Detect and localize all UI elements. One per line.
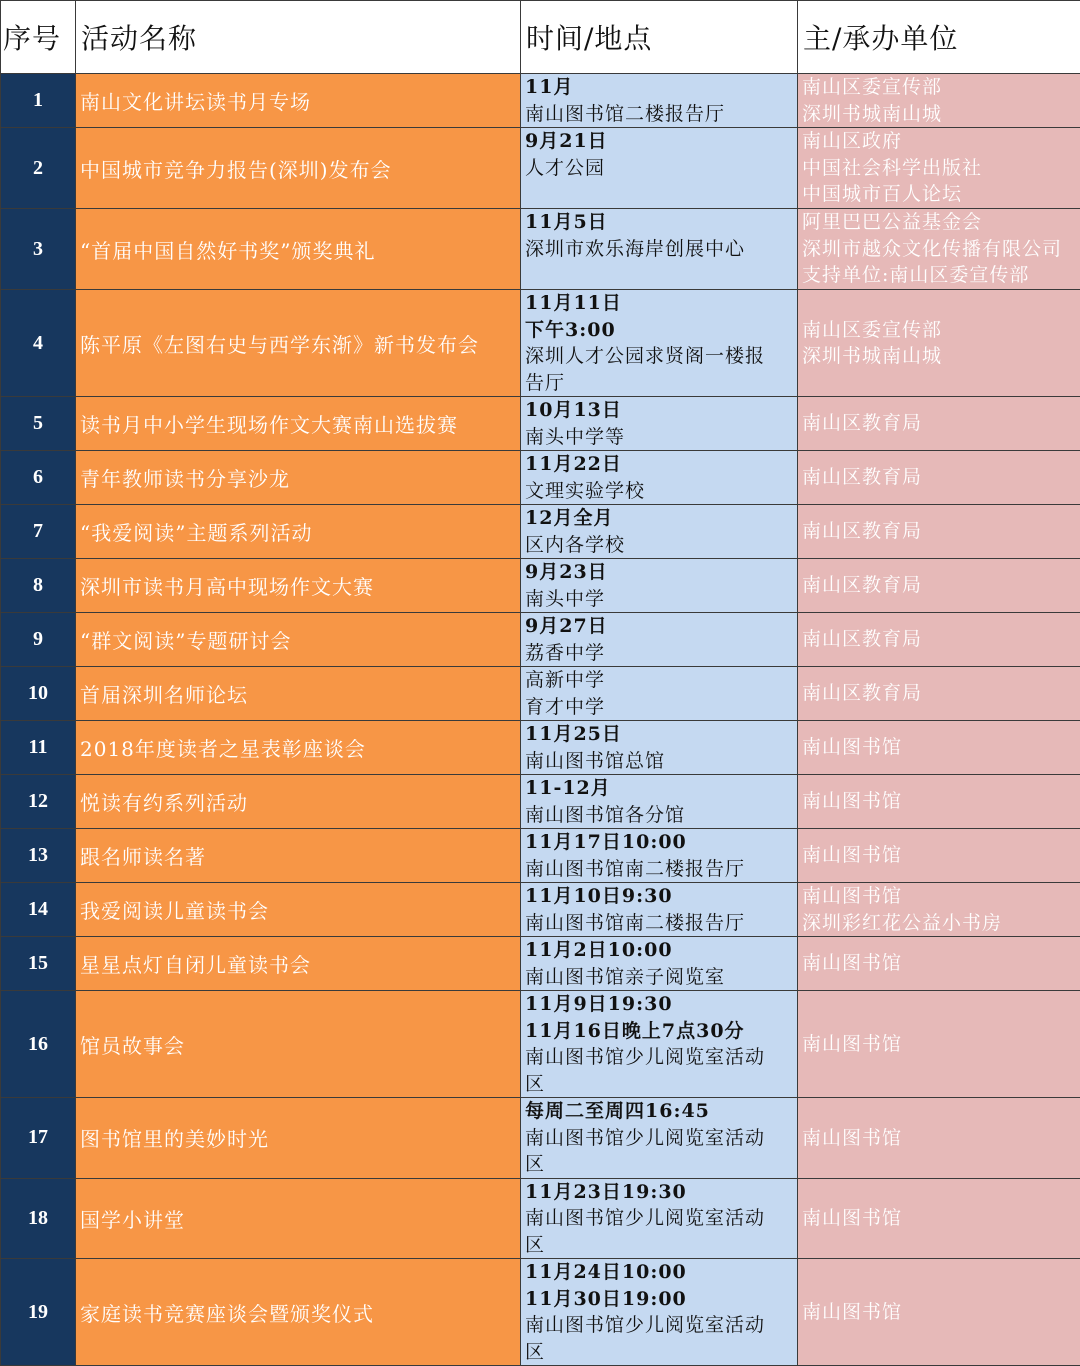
organizer-line: 南山区委宣传部 [802,317,1080,344]
time-place-line: 育才中学 [525,694,797,721]
organizer-line: 支持单位:南山区委宣传部 [802,262,1080,289]
organizer-line: 南山区教育局 [802,626,1080,653]
activity-name: 读书月中小学生现场作文大赛南山选拔赛 [76,397,521,451]
activity-name: 家庭读书竞赛座谈会暨颁奖仪式 [76,1259,521,1366]
organizer-line: 南山区教育局 [802,680,1080,707]
time-place-line: 区内各学校 [525,532,797,559]
time-place-line: 11月 [525,74,797,101]
time-place-line: 南山图书馆少儿阅览室活动 [525,1205,797,1232]
time-place-cell [521,883,798,937]
organizer-cell [798,505,1080,559]
organizer-cell [798,559,1080,613]
time-place-cell [521,505,798,559]
table-row [1,721,1080,775]
time-place-line: 南山图书馆亲子阅览室 [525,964,797,991]
organizer-line: 深圳书城南山城 [802,101,1080,128]
time-place-line: 南山图书馆少儿阅览室活动 [525,1044,797,1071]
organizer-line: 南山区教育局 [802,572,1080,599]
header-activity: 活动名称 [76,1,521,74]
time-place-cell [521,128,798,209]
organizer-line: 南山区教育局 [802,464,1080,491]
organizer-cell [798,829,1080,883]
time-place-line: 11月5日 [525,209,797,236]
row-number: 12 [1,775,76,829]
row-number: 19 [1,1259,76,1366]
activity-name: 青年教师读书分享沙龙 [76,451,521,505]
time-place-cell [521,209,798,290]
time-place-cell [521,667,798,721]
time-place-line: 11月25日 [525,721,797,748]
activity-name: “群文阅读”专题研讨会 [76,613,521,667]
time-place-line: 10月13日 [525,397,797,424]
row-number: 9 [1,613,76,667]
organizer-line: 深圳彩红花公益小书房 [802,910,1080,937]
organizer-line: 南山图书馆 [802,1125,1080,1152]
time-place-line: 南山图书馆总馆 [525,748,797,775]
row-number: 8 [1,559,76,613]
activity-name: 我爱阅读儿童读书会 [76,883,521,937]
organizer-line: 中国城市百人论坛 [802,181,1080,208]
organizer-cell [798,937,1080,991]
header-organizer: 主/承办单位 [798,1,1080,74]
activity-name: 图书馆里的美妙时光 [76,1098,521,1179]
time-place-line: 南头中学等 [525,424,797,451]
time-place-line: 南山图书馆南二楼报告厅 [525,856,797,883]
time-place-cell [521,1178,798,1259]
table-row [1,505,1080,559]
organizer-line: 南山区委宣传部 [802,74,1080,101]
time-place-cell [521,991,798,1098]
organizer-cell [798,397,1080,451]
table-row [1,290,1080,397]
time-place-line: 荔香中学 [525,640,797,667]
organizer-line: 南山图书馆 [802,1299,1080,1326]
row-number: 1 [1,74,76,128]
time-place-line: 文理实验学校 [525,478,797,505]
organizer-cell [798,451,1080,505]
activity-name: 馆员故事会 [76,991,521,1098]
time-place-cell [521,559,798,613]
table-row [1,937,1080,991]
organizer-cell [798,721,1080,775]
time-place-line: 11月11日 [525,290,797,317]
time-place-cell [521,775,798,829]
organizer-cell [798,991,1080,1098]
time-place-cell [521,829,798,883]
row-number: 4 [1,290,76,397]
row-number: 10 [1,667,76,721]
organizer-cell [798,775,1080,829]
table-row [1,991,1080,1098]
organizer-cell [798,613,1080,667]
time-place-line: 下午3:00 [525,317,797,344]
time-place-line: 11月23日19:30 [525,1179,797,1206]
activity-name: 深圳市读书月高中现场作文大赛 [76,559,521,613]
activity-name: 首届深圳名师论坛 [76,667,521,721]
organizer-line: 阿里巴巴公益基金会 [802,209,1080,236]
row-number: 17 [1,1098,76,1179]
time-place-cell [521,613,798,667]
table-row [1,128,1080,209]
table-row [1,559,1080,613]
time-place-line: 每周二至周四16:45 [525,1098,797,1125]
row-number: 15 [1,937,76,991]
activity-name: 星星点灯自闭儿童读书会 [76,937,521,991]
table-row [1,397,1080,451]
row-number: 6 [1,451,76,505]
time-place-line: 11月30日19:00 [525,1286,797,1313]
organizer-cell [798,74,1080,128]
time-place-cell [521,290,798,397]
row-number: 2 [1,128,76,209]
organizer-line: 南山图书馆 [802,1205,1080,1232]
activity-name: 跟名师读名著 [76,829,521,883]
organizer-line: 南山区教育局 [802,518,1080,545]
activity-name: 陈平原《左图右史与西学东渐》新书发布会 [76,290,521,397]
time-place-line: 南山图书馆二楼报告厅 [525,101,797,128]
row-number: 5 [1,397,76,451]
organizer-cell [798,1259,1080,1366]
time-place-line: 南头中学 [525,586,797,613]
table-row [1,451,1080,505]
time-place-cell [521,1259,798,1366]
organizer-cell [798,667,1080,721]
activity-name: 悦读有约系列活动 [76,775,521,829]
time-place-line: 12月全月 [525,505,797,532]
activity-name: 国学小讲堂 [76,1178,521,1259]
time-place-line: 南山图书馆少儿阅览室活动 [525,1125,797,1152]
time-place-cell [521,937,798,991]
organizer-line: 南山图书馆 [802,883,1080,910]
activity-name: 2018年度读者之星表彰座谈会 [76,721,521,775]
time-place-line: 9月27日 [525,613,797,640]
time-place-line: 高新中学 [525,667,797,694]
table-row [1,209,1080,290]
activity-name: “首届中国自然好书奖”颁奖典礼 [76,209,521,290]
organizer-cell [798,209,1080,290]
time-place-line: 深圳人才公园求贤阁一楼报 [525,343,797,370]
time-place-line: 11月16日晚上7点30分 [525,1018,797,1045]
row-number: 7 [1,505,76,559]
organizer-line: 南山图书馆 [802,950,1080,977]
table-row [1,667,1080,721]
table-body [1,74,1080,1366]
organizer-line: 深圳市越众文化传播有限公司 [802,236,1080,263]
row-number: 13 [1,829,76,883]
organizer-line: 深圳书城南山城 [802,343,1080,370]
time-place-cell [521,1098,798,1179]
time-place-line: 区 [525,1339,797,1366]
organizer-line: 南山图书馆 [802,1031,1080,1058]
time-place-line: 南山图书馆少儿阅览室活动 [525,1312,797,1339]
table-row [1,613,1080,667]
organizer-line: 南山图书馆 [802,734,1080,761]
table-row [1,775,1080,829]
time-place-cell [521,721,798,775]
header-number: 序号 [1,1,76,74]
table-row [1,1178,1080,1259]
organizer-line: 南山图书馆 [802,842,1080,869]
row-number: 3 [1,209,76,290]
time-place-line: 9月21日 [525,128,797,155]
time-place-line: 11月17日10:00 [525,829,797,856]
time-place-line: 11月22日 [525,451,797,478]
row-number: 16 [1,991,76,1098]
header-time-place: 时间/地点 [521,1,798,74]
time-place-line: 区 [525,1071,797,1098]
table-row [1,74,1080,128]
organizer-line: 南山区政府 [802,128,1080,155]
table-row [1,1098,1080,1179]
organizer-line: 南山图书馆 [802,788,1080,815]
time-place-line: 告厅 [525,370,797,397]
time-place-cell [521,451,798,505]
time-place-line: 人才公园 [525,155,797,182]
time-place-line: 区 [525,1232,797,1259]
time-place-line: 11-12月 [525,775,797,802]
table-row [1,829,1080,883]
activity-name: 中国城市竞争力报告(深圳)发布会 [76,128,521,209]
row-number: 14 [1,883,76,937]
organizer-cell [798,290,1080,397]
time-place-line: 南山图书馆各分馆 [525,802,797,829]
time-place-line: 11月2日10:00 [525,937,797,964]
organizer-line: 南山区教育局 [802,410,1080,437]
table-row [1,1259,1080,1366]
time-place-line: 南山图书馆南二楼报告厅 [525,910,797,937]
organizer-cell [798,1178,1080,1259]
time-place-cell [521,397,798,451]
row-number: 11 [1,721,76,775]
time-place-line: 9月23日 [525,559,797,586]
organizer-cell [798,1098,1080,1179]
time-place-line: 11月9日19:30 [525,991,797,1018]
time-place-line: 11月10日9:30 [525,883,797,910]
time-place-line: 深圳市欢乐海岸创展中心 [525,236,797,263]
header-row [1,1,1080,74]
organizer-cell [798,128,1080,209]
activity-name: 南山文化讲坛读书月专场 [76,74,521,128]
activity-name: “我爱阅读”主题系列活动 [76,505,521,559]
table-row [1,883,1080,937]
row-number: 18 [1,1178,76,1259]
time-place-cell [521,74,798,128]
organizer-line: 中国社会科学出版社 [802,155,1080,182]
time-place-line: 11月24日10:00 [525,1259,797,1286]
time-place-line: 区 [525,1151,797,1178]
organizer-cell [798,883,1080,937]
